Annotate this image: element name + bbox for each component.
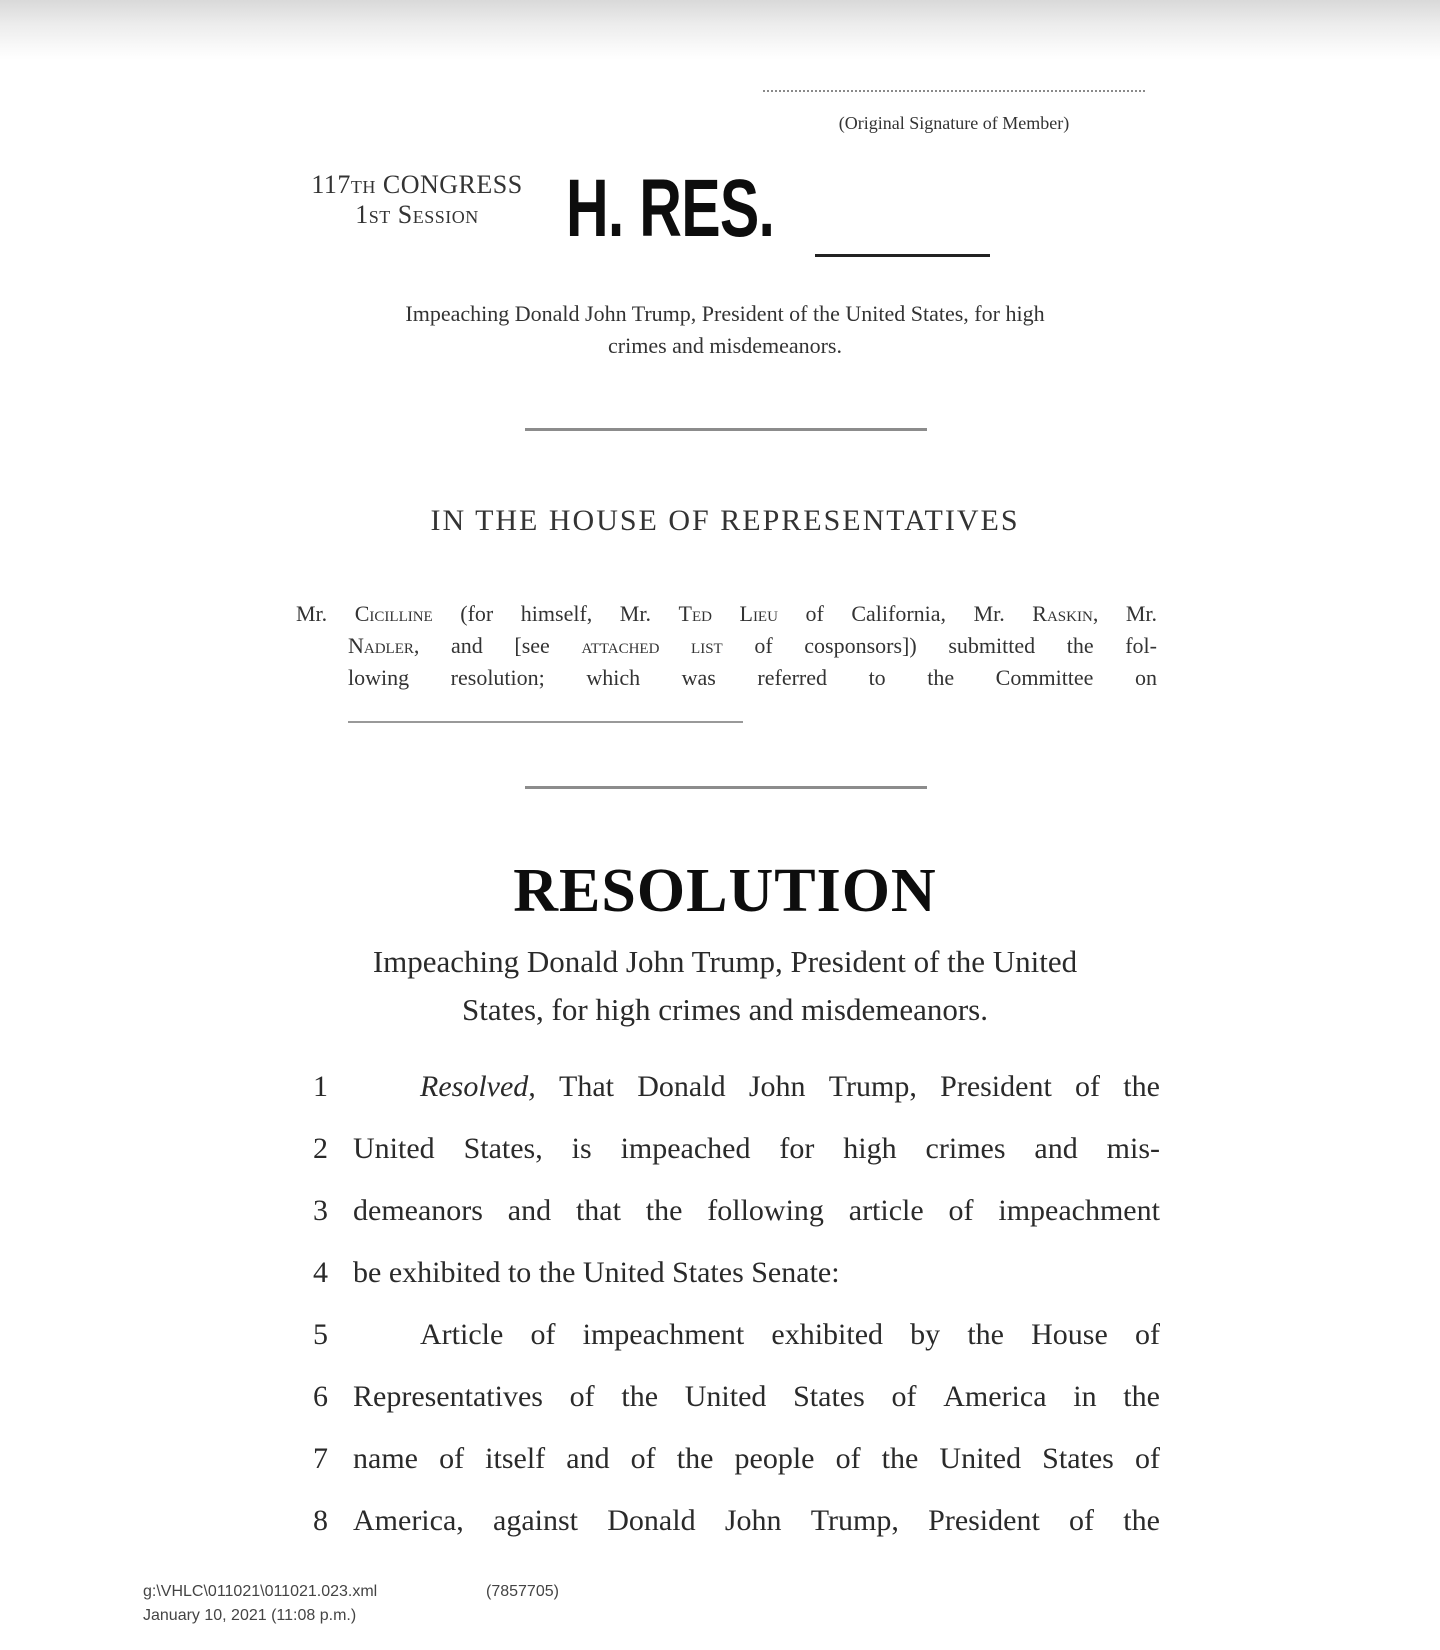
long-title bbox=[300, 938, 1150, 1034]
short-title bbox=[310, 298, 1140, 362]
long-title-line: States, for high crimes and misdemeanors. bbox=[461, 992, 989, 1027]
word: the bbox=[645, 1194, 683, 1227]
line-number: 8 bbox=[313, 1504, 328, 1537]
word: for bbox=[779, 1132, 815, 1165]
word: and bbox=[507, 1194, 552, 1227]
bill-number-blank bbox=[815, 254, 990, 257]
word: the bbox=[1123, 1070, 1160, 1103]
word: article bbox=[848, 1194, 924, 1227]
numbered-line bbox=[300, 1490, 1160, 1552]
word: United bbox=[939, 1442, 1022, 1475]
congress-line: 117th CONGRESS bbox=[311, 170, 523, 199]
word: President bbox=[928, 1504, 1040, 1537]
sponsor-line: lowing resolution; which was referred to the Committee on bbox=[348, 665, 1157, 690]
resolution-heading: RESOLUTION bbox=[513, 857, 937, 925]
document-id: (7857705) bbox=[486, 1583, 559, 1600]
word: that bbox=[575, 1194, 621, 1227]
sponsor-line: Mr. Cicilline (for himself, Mr. Ted Lieu of California, Mr. Raskin, Mr. bbox=[296, 601, 1158, 626]
word: Donald bbox=[607, 1504, 696, 1537]
numbered-line bbox=[300, 1304, 1160, 1366]
word: States, bbox=[463, 1132, 543, 1165]
file-path: g:\VHLC\011021\011021.023.xml bbox=[143, 1583, 378, 1600]
word: States bbox=[1042, 1442, 1114, 1475]
word: by bbox=[910, 1318, 941, 1351]
long-title-line: Impeaching Donald John Trump, President of the United bbox=[372, 944, 1078, 979]
line-text bbox=[353, 1504, 1160, 1538]
word: impeachment bbox=[998, 1194, 1160, 1227]
word: of bbox=[439, 1442, 465, 1475]
numbered-line bbox=[300, 1428, 1160, 1490]
line-text bbox=[353, 1318, 1160, 1352]
word: the bbox=[676, 1442, 714, 1475]
word: the bbox=[967, 1318, 1004, 1351]
resolved-word: Resolved, bbox=[420, 1070, 536, 1103]
word: following bbox=[707, 1194, 824, 1227]
numbered-line bbox=[300, 1056, 1160, 1118]
word: Trump, bbox=[810, 1504, 899, 1537]
word: of bbox=[835, 1442, 861, 1475]
bill-type-heading: H. RES. bbox=[566, 163, 775, 254]
line-text: be exhibited to the United States Senate: bbox=[353, 1256, 840, 1289]
word: Representatives bbox=[353, 1380, 543, 1413]
word: demeanors bbox=[353, 1194, 483, 1227]
line-text bbox=[353, 1194, 1160, 1228]
line-text bbox=[353, 1380, 1160, 1414]
numbered-line bbox=[300, 1366, 1160, 1428]
word: United bbox=[353, 1132, 435, 1165]
word: the bbox=[881, 1442, 919, 1475]
separator-rule bbox=[525, 786, 927, 789]
word: of bbox=[891, 1380, 917, 1413]
word: and bbox=[1034, 1132, 1078, 1165]
word: the bbox=[1123, 1380, 1160, 1413]
word: House bbox=[1031, 1318, 1108, 1351]
line-number: 2 bbox=[313, 1132, 328, 1165]
word: mis- bbox=[1106, 1132, 1160, 1165]
word: States bbox=[793, 1380, 865, 1413]
session-line: 1st Session bbox=[355, 200, 479, 229]
word: is bbox=[571, 1132, 592, 1165]
word: high bbox=[843, 1132, 897, 1165]
numbered-line bbox=[300, 1180, 1160, 1242]
committee-blank-line bbox=[348, 721, 743, 723]
numbered-line bbox=[300, 1118, 1160, 1180]
word: of bbox=[948, 1194, 974, 1227]
word: of bbox=[530, 1318, 556, 1351]
word: the bbox=[621, 1380, 659, 1413]
short-title-line: crimes and misdemeanors. bbox=[608, 333, 842, 358]
line-number: 6 bbox=[313, 1380, 328, 1413]
word: John bbox=[748, 1070, 806, 1103]
document-footer bbox=[143, 1580, 377, 1628]
congress-session-block bbox=[292, 170, 542, 230]
chamber-heading: IN THE HOUSE OF REPRESENTATIVES bbox=[430, 504, 1020, 537]
word: Donald bbox=[637, 1070, 726, 1103]
word: itself bbox=[485, 1442, 546, 1475]
word: crimes bbox=[925, 1132, 1006, 1165]
short-title-line: Impeaching Donald John Trump, President of the United States, for high bbox=[405, 301, 1045, 326]
line-text bbox=[353, 1132, 1160, 1166]
resolution-body bbox=[300, 1056, 1160, 1552]
separator-rule bbox=[525, 428, 927, 431]
word: of bbox=[630, 1442, 656, 1475]
line-number: 3 bbox=[313, 1194, 328, 1227]
word: President bbox=[940, 1070, 1052, 1103]
numbered-line bbox=[300, 1242, 1160, 1304]
word: the bbox=[1123, 1504, 1160, 1537]
sponsor-line: Nadler, and [see attached list of cosponsors]) submitted the fol- bbox=[348, 633, 1157, 658]
word: of bbox=[1134, 1442, 1160, 1475]
line-number: 1 bbox=[313, 1070, 328, 1103]
word: exhibited bbox=[771, 1318, 884, 1351]
word: That bbox=[559, 1070, 615, 1103]
line-number: 7 bbox=[313, 1442, 328, 1475]
top-shadow bbox=[0, 0, 1440, 60]
word: United bbox=[684, 1380, 767, 1413]
word: America bbox=[943, 1380, 1047, 1413]
word: in bbox=[1073, 1380, 1097, 1413]
word: of bbox=[1075, 1070, 1101, 1103]
word: Trump, bbox=[828, 1070, 917, 1103]
word: America, bbox=[353, 1504, 464, 1537]
word: impeachment bbox=[582, 1318, 745, 1351]
word: people bbox=[734, 1442, 815, 1475]
word: impeached bbox=[620, 1132, 751, 1165]
word: John bbox=[724, 1504, 782, 1537]
word: name bbox=[353, 1442, 418, 1475]
line-number: 4 bbox=[313, 1256, 328, 1289]
timestamp: January 10, 2021 (11:08 p.m.) bbox=[143, 1607, 357, 1624]
line-text bbox=[353, 1070, 1160, 1104]
word: Article bbox=[420, 1318, 504, 1351]
signature-label: (Original Signature of Member) bbox=[838, 113, 1070, 133]
signature-line bbox=[763, 90, 1145, 92]
line-number: 5 bbox=[313, 1318, 328, 1351]
sponsor-paragraph bbox=[296, 598, 1157, 694]
word: of bbox=[569, 1380, 595, 1413]
word: of bbox=[1069, 1504, 1095, 1537]
line-text bbox=[353, 1442, 1160, 1476]
word: and bbox=[566, 1442, 610, 1475]
word: of bbox=[1134, 1318, 1160, 1351]
word: against bbox=[493, 1504, 579, 1537]
